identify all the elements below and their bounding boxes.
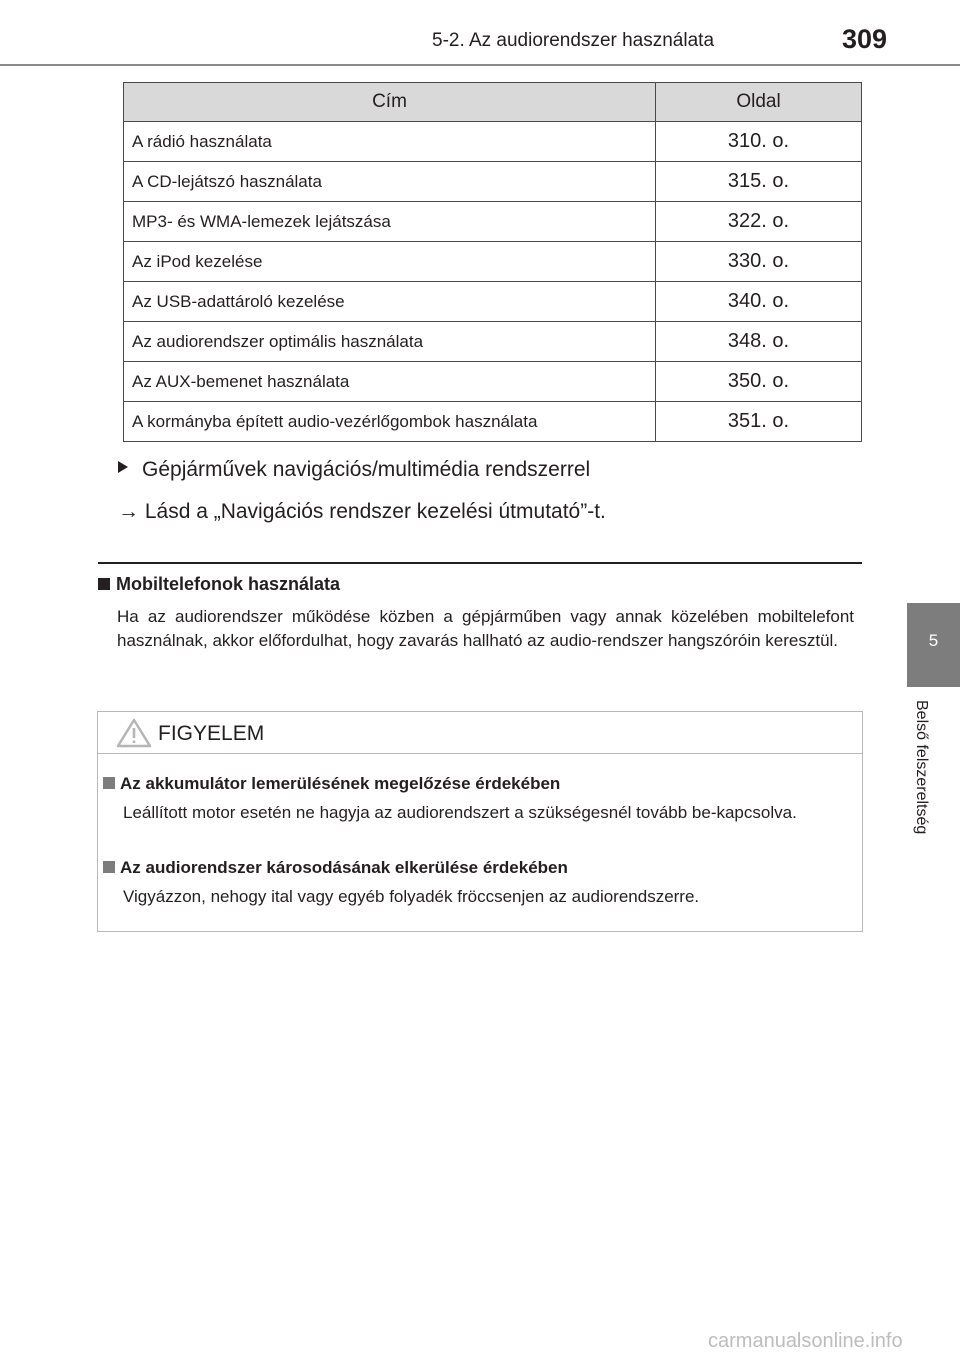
table-row [124, 362, 862, 402]
warning-item-heading [103, 774, 560, 794]
square-bullet-icon [103, 777, 115, 789]
page-number: 309 [842, 24, 888, 54]
warning-item-heading [103, 858, 568, 878]
chapter-tab [907, 603, 960, 687]
row-title: A CD-lejátszó használata [124, 162, 656, 202]
column-header-title: Cím [124, 83, 656, 122]
row-page: 350. o. [656, 362, 862, 402]
mobile-heading-text: Mobiltelefonok használata [116, 574, 341, 594]
navigation-note-text: Gépjárművek navigációs/multimédia rendszerrel [142, 458, 591, 481]
row-page: 310. o. [656, 122, 862, 162]
row-page: 348. o. [656, 322, 862, 362]
table-row [124, 402, 862, 442]
warning-item-heading-text: Az audiorendszer károsodásának elkerülése érdekében [120, 858, 568, 877]
table-row [124, 282, 862, 322]
table-row [124, 322, 862, 362]
table-row [124, 162, 862, 202]
warning-title: FIGYELEM [158, 722, 265, 745]
row-title: Az AUX-bemenet használata [124, 362, 656, 402]
row-page: 330. o. [656, 242, 862, 282]
warning-header [98, 712, 862, 754]
mobile-section-text: Ha az audiorendszer működése közben a gépjárműben vagy annak közelében mobiltelefont használnak, akkor előfordulhat, hogy zavarás hallható az audio-rendszer hangszóróin keresztül. [117, 607, 854, 650]
warning-item-heading-text: Az akkumulátor lemerülésének megelőzése érdekében [120, 774, 561, 793]
warning-triangle-icon [116, 718, 152, 753]
chapter-number: 5 [928, 631, 939, 650]
section-divider [98, 562, 862, 564]
square-bullet-icon [98, 578, 110, 590]
row-title: A kormányba épített audio-vezérlőgombok használata [124, 402, 656, 442]
row-title: MP3- és WMA-lemezek lejátszása [124, 202, 656, 242]
row-page: 340. o. [656, 282, 862, 322]
mobile-section-heading [98, 574, 340, 595]
warning-item-text: Vigyázzon, nehogy ital vagy egyéb folyadék fröccsenjen az audiorendszerre. [123, 887, 700, 906]
table-row [124, 202, 862, 242]
square-bullet-icon [103, 861, 115, 873]
site-watermark: carmanualsonline.info [708, 1330, 903, 1352]
row-title: Az audiorendszer optimális használata [124, 322, 656, 362]
triangle-bullet-icon [118, 461, 128, 473]
section-title: 5-2. Az audiorendszer használata [432, 30, 715, 51]
row-page: 322. o. [656, 202, 862, 242]
table-row [124, 122, 862, 162]
navigation-reference: → Lásd a „Navigációs rendszer kezelési útmutató”-t. [118, 500, 606, 523]
warning-item-text: Leállított motor esetén ne hagyja az audiorendszert a szükségesnél tovább be-kapcsolva. [123, 803, 797, 822]
header-divider [0, 64, 960, 66]
column-header-page: Oldal [656, 83, 862, 122]
row-title: Az iPod kezelése [124, 242, 656, 282]
contents-table [123, 82, 862, 442]
navigation-note-heading [118, 458, 590, 482]
row-page: 315. o. [656, 162, 862, 202]
warning-box [97, 711, 863, 932]
table-header-row [124, 83, 862, 122]
chapter-label: Belső felszereltség [913, 700, 930, 835]
row-page: 351. o. [656, 402, 862, 442]
row-title: Az USB-adattároló kezelése [124, 282, 656, 322]
row-title: A rádió használata [124, 122, 656, 162]
table-row [124, 242, 862, 282]
